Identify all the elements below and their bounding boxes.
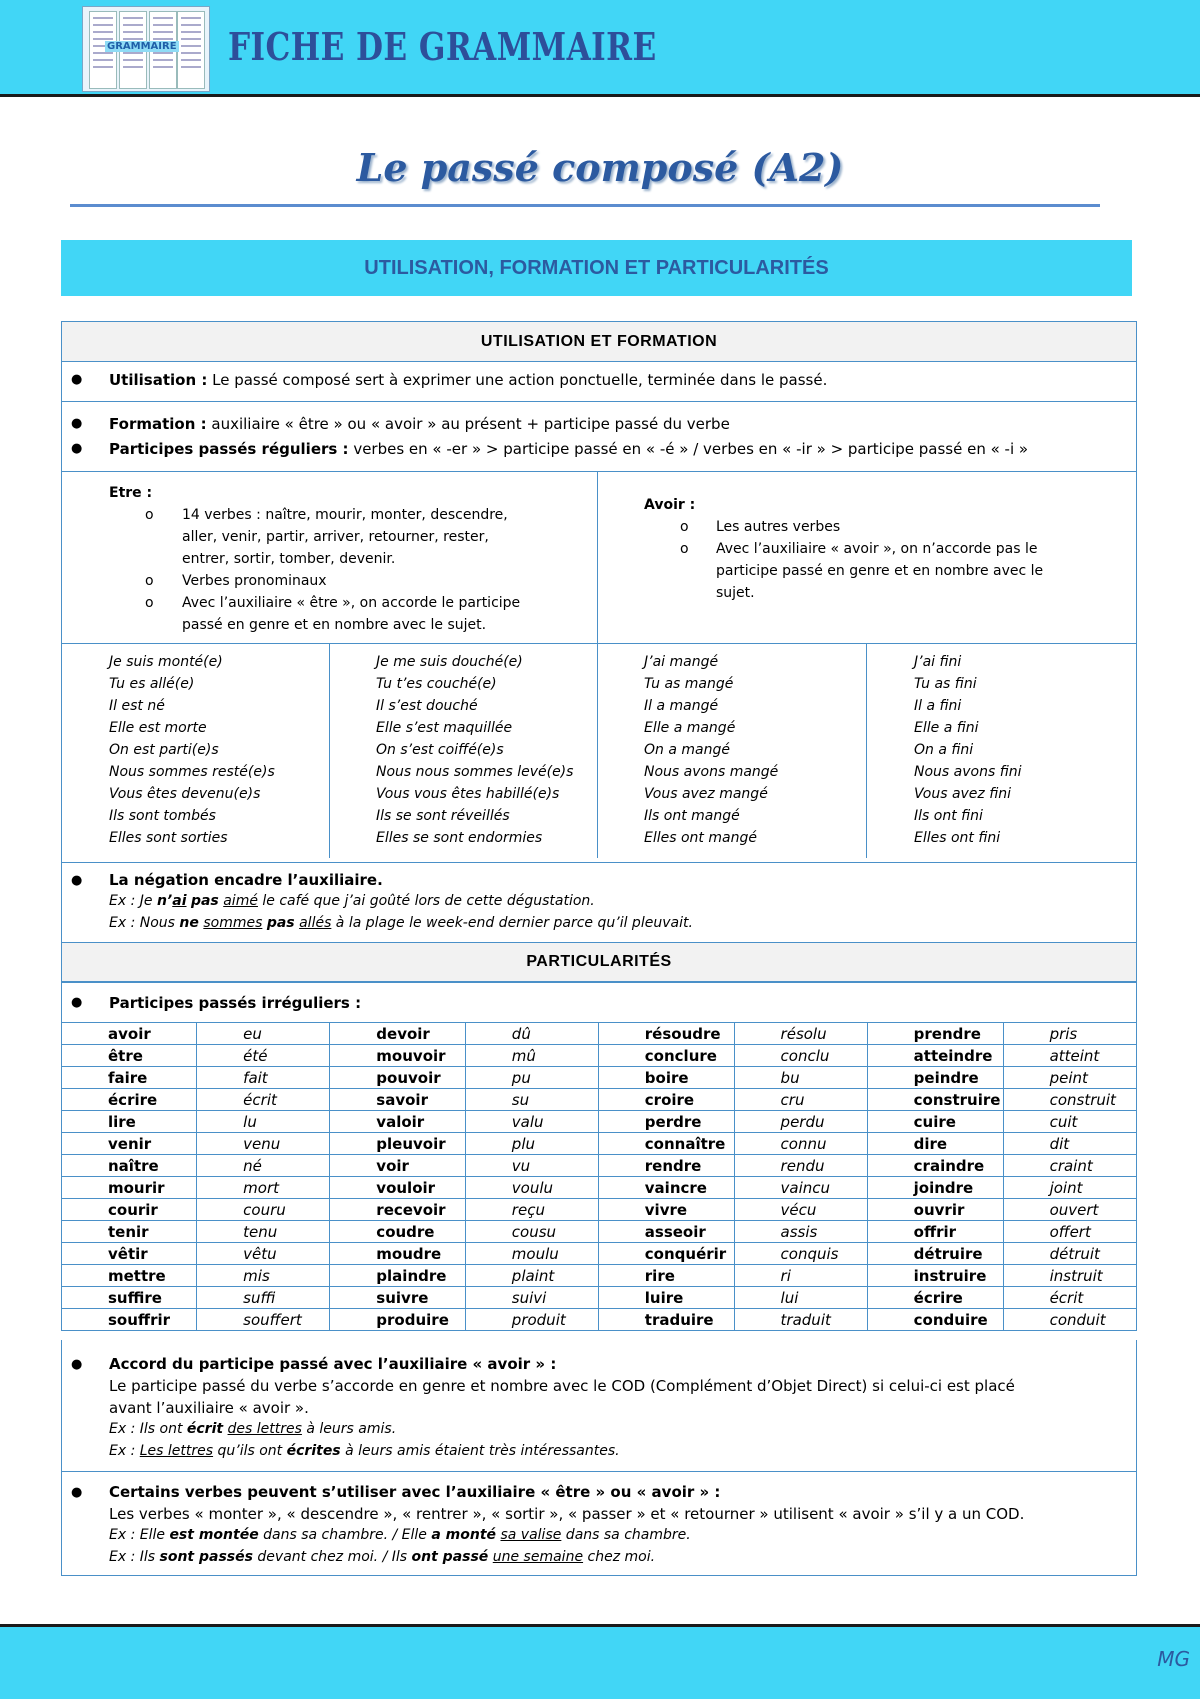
verb-cell: écrire [867, 1287, 1003, 1309]
participle-cell: bu [734, 1067, 867, 1089]
verb-cell: prendre [867, 1023, 1003, 1045]
participle-cell: conquis [734, 1243, 867, 1265]
participle-cell: fait [197, 1067, 330, 1089]
verb-cell: venir [62, 1133, 197, 1155]
verb-cell: produire [330, 1309, 466, 1331]
participle-cell: connu [734, 1133, 867, 1155]
verb-cell: rendre [598, 1155, 734, 1177]
irreguliers-label: Participes passés irréguliers : [109, 994, 362, 1012]
verb-cell: ouvrir [867, 1199, 1003, 1221]
accord-label: Accord du participe passé avec l’auxiliaire « avoir » : [109, 1355, 557, 1373]
table-row [62, 1111, 1137, 1133]
participle-cell: reçu [465, 1199, 598, 1221]
page-title: Le passé composé (A2) [356, 145, 844, 190]
table-row [62, 1221, 1137, 1243]
participle-cell: construit [1003, 1089, 1136, 1111]
conjugation-grid [62, 643, 1136, 858]
negation-box [61, 862, 1137, 982]
verb-cell: devoir [330, 1023, 466, 1045]
logo-label: GRAMMAIRE [107, 41, 177, 52]
verb-cell: cuire [867, 1111, 1003, 1133]
etre-ou-avoir-line-1: Les verbes « monter », « descendre », « rentrer », « sortir », « passer » et « retourner » utilisent « avoir » s’il y a un COD. [109, 1505, 1025, 1523]
participle-cell: offert [1003, 1221, 1136, 1243]
page-header [0, 0, 1200, 97]
table-row [62, 1309, 1137, 1331]
verb-cell: mourir [62, 1177, 197, 1199]
participle-cell: traduit [734, 1309, 867, 1331]
verb-cell: rire [598, 1265, 734, 1287]
verb-cell: savoir [330, 1089, 466, 1111]
bullet-icon: ● [71, 995, 83, 1010]
table-row [62, 1287, 1137, 1309]
participle-cell: plaint [465, 1265, 598, 1287]
participle-cell: instruit [1003, 1265, 1136, 1287]
participle-cell: détruit [1003, 1243, 1136, 1265]
verb-cell: connaître [598, 1133, 734, 1155]
verb-cell: atteindre [867, 1045, 1003, 1067]
negation-example-1: Ex : Je n’ai pas aimé le café que j’ai goûté lors de cette dégustation. [109, 893, 595, 909]
participle-cell: cru [734, 1089, 867, 1111]
participle-cell: produit [465, 1309, 598, 1331]
negation-example-2: Ex : Nous ne sommes pas allés à la plage le week-end dernier parce qu’il pleuvait. [109, 915, 693, 931]
verb-cell: tenir [62, 1221, 197, 1243]
circle-bullet-icon: o [145, 507, 154, 523]
irregular-participles-table [61, 1022, 1137, 1331]
participes-reguliers-text: Participes passés réguliers : verbes en « -er » > participe passé en « -é » / verbes en « -ir » > participe passé en « -i » [109, 440, 1029, 458]
accord-line-1: Le participe passé du verbe s’accorde en genre et nombre avec le COD (Complément d’Objet Direct) si celui-ci est placé [109, 1377, 1015, 1395]
verb-cell: recevoir [330, 1199, 466, 1221]
utilisation-text: Utilisation : Le passé composé sert à exprimer une action ponctuelle, terminée dans le passé. [109, 371, 828, 389]
verb-cell: moudre [330, 1243, 466, 1265]
bullet-icon: ● [71, 441, 83, 456]
conjugation-column-avoir-er: J’ai mangé Tu as mangé Il a mangé Elle a mangé On a mangé Nous avons mangé Vous avez mangé Ils ont mangé Elles ont mangé [644, 654, 779, 846]
conjugation-column-avoir-ir: J’ai fini Tu as fini Il a fini Elle a fini On a fini Nous avons fini Vous avez fini Ils ont fini Elles ont fini [914, 654, 1022, 846]
participle-cell: plu [465, 1133, 598, 1155]
participle-cell: couru [197, 1199, 330, 1221]
verb-cell: valoir [330, 1111, 466, 1133]
participle-cell: joint [1003, 1177, 1136, 1199]
participle-cell: assis [734, 1221, 867, 1243]
participle-cell: conduit [1003, 1309, 1136, 1331]
accord-example-1: Ex : Ils ont écrit des lettres à leurs amis. [109, 1421, 397, 1437]
participle-cell: suivi [465, 1287, 598, 1309]
participle-cell: cousu [465, 1221, 598, 1243]
verb-cell: mouvoir [330, 1045, 466, 1067]
verb-cell: perdre [598, 1111, 734, 1133]
participle-cell: vêtu [197, 1243, 330, 1265]
verb-cell: construire [867, 1089, 1003, 1111]
table-row [62, 1023, 1137, 1045]
verb-cell: instruire [867, 1265, 1003, 1287]
participle-cell: tenu [197, 1221, 330, 1243]
table-row [62, 1067, 1137, 1089]
bullet-icon: ● [71, 873, 83, 888]
verb-cell: dire [867, 1133, 1003, 1155]
table-row [62, 1133, 1137, 1155]
verb-cell: vêtir [62, 1243, 197, 1265]
participle-cell: mû [465, 1045, 598, 1067]
participle-cell: craint [1003, 1155, 1136, 1177]
participle-cell: lui [734, 1287, 867, 1309]
verb-cell: conquérir [598, 1243, 734, 1265]
verb-cell: peindre [867, 1067, 1003, 1089]
accord-box [61, 1340, 1137, 1576]
circle-bullet-icon: o [145, 595, 154, 611]
verb-cell: plaindre [330, 1265, 466, 1287]
participle-cell: ouvert [1003, 1199, 1136, 1221]
participle-cell: voulu [465, 1177, 598, 1199]
bullet-icon: ● [71, 1485, 83, 1500]
verb-cell: traduire [598, 1309, 734, 1331]
participle-cell: pu [465, 1067, 598, 1089]
conjugation-column-pronominal: Je me suis douché(e) Tu t’es couché(e) Il s’est douché Elle s’est maquillée On s’est coiffé(e)s Nous nous sommes levé(e)s Vous vous êtes habillé(e)s Ils se sont réveillés Elles se sont endormies [376, 654, 574, 846]
verb-cell: coudre [330, 1221, 466, 1243]
participle-cell: lu [197, 1111, 330, 1133]
participle-cell: atteint [1003, 1045, 1136, 1067]
etre-ou-avoir-label: Certains verbes peuvent s’utiliser avec l’auxiliaire « être » ou « avoir » : [109, 1483, 721, 1501]
verb-cell: faire [62, 1067, 197, 1089]
verb-cell: lire [62, 1111, 197, 1133]
participle-cell: résolu [734, 1023, 867, 1045]
participle-cell: ri [734, 1265, 867, 1287]
verb-cell: croire [598, 1089, 734, 1111]
verb-cell: pleuvoir [330, 1133, 466, 1155]
circle-bullet-icon: o [680, 519, 689, 535]
verb-cell: luire [598, 1287, 734, 1309]
verb-cell: suffire [62, 1287, 197, 1309]
verb-cell: vouloir [330, 1177, 466, 1199]
participle-cell: cuit [1003, 1111, 1136, 1133]
participle-cell: venu [197, 1133, 330, 1155]
table-row [62, 1243, 1137, 1265]
verb-cell: offrir [867, 1221, 1003, 1243]
etre-block: Etre : o 14 verbes : naître, mourir, monter, descendre, aller, venir, partir, arriver, retourner, rester, entrer, sortir, tomber, devenir. o Verbes pronominaux o Avec l’auxiliaire « être », on accorde le participe passé en genre et en nombre avec le sujet. [109, 485, 521, 633]
participle-cell: vu [465, 1155, 598, 1177]
participle-cell: suffi [197, 1287, 330, 1309]
participle-cell: pris [1003, 1023, 1136, 1045]
title-divider [70, 204, 1100, 207]
section-title-utilisation: UTILISATION ET FORMATION [62, 322, 1136, 361]
participle-cell: écrit [197, 1089, 330, 1111]
verb-cell: écrire [62, 1089, 197, 1111]
verb-cell: conduire [867, 1309, 1003, 1331]
utilisation-formation-box [61, 321, 1137, 863]
etre-ou-avoir-example-2: Ex : Ils sont passés devant chez moi. / Ils ont passé une semaine chez moi. [109, 1549, 656, 1565]
formation-text: Formation : auxiliaire « être » ou « avoir » au présent + participe passé du verbe [109, 415, 730, 433]
author-initials: MG [1157, 1647, 1190, 1671]
participle-cell: valu [465, 1111, 598, 1133]
verb-cell: pouvoir [330, 1067, 466, 1089]
negation-label: La négation encadre l’auxiliaire. [109, 871, 383, 889]
table-row [62, 1155, 1137, 1177]
verb-cell: souffrir [62, 1309, 197, 1331]
verb-cell: avoir [62, 1023, 197, 1045]
bullet-icon: ● [71, 372, 83, 387]
verb-cell: vaincre [598, 1177, 734, 1199]
verb-cell: détruire [867, 1243, 1003, 1265]
participle-cell: mort [197, 1177, 330, 1199]
verb-cell: courir [62, 1199, 197, 1221]
participle-cell: dû [465, 1023, 598, 1045]
conjugation-column-etre: Je suis monté(e) Tu es allé(e) Il est né Elle est morte On est parti(e)s Nous sommes resté(e)s Vous êtes devenu(e)s Ils sont tombés Elles sont sorties [109, 654, 275, 846]
section-banner: UTILISATION, FORMATION ET PARTICULARITÉS [61, 240, 1132, 296]
bullet-icon: ● [71, 1357, 83, 1372]
participle-cell: su [465, 1089, 598, 1111]
section-title-particularites: PARTICULARITÉS [62, 943, 1136, 981]
participle-cell: souffert [197, 1309, 330, 1331]
verb-cell: suivre [330, 1287, 466, 1309]
participle-cell: né [197, 1155, 330, 1177]
verb-cell: naître [62, 1155, 197, 1177]
participle-cell: été [197, 1045, 330, 1067]
verb-cell: être [62, 1045, 197, 1067]
avoir-block: Avoir : o Les autres verbes o Avec l’auxiliaire « avoir », on n’accorde pas le participe passé en genre et en nombre avec le sujet. [644, 497, 1044, 601]
participle-cell: perdu [734, 1111, 867, 1133]
table-row [62, 1089, 1137, 1111]
table-row [62, 1265, 1137, 1287]
brand-title: FICHE DE GRAMMAIRE [228, 24, 657, 69]
verb-cell: boire [598, 1067, 734, 1089]
accord-example-2: Ex : Les lettres qu’ils ont écrites à leurs amis étaient très intéressantes. [109, 1443, 620, 1459]
participle-cell: vaincu [734, 1177, 867, 1199]
grammar-logo [82, 6, 210, 92]
circle-bullet-icon: o [680, 541, 689, 557]
participle-cell: conclu [734, 1045, 867, 1067]
circle-bullet-icon: o [145, 573, 154, 589]
participle-cell: moulu [465, 1243, 598, 1265]
participle-cell: écrit [1003, 1287, 1136, 1309]
irreguliers-label-box [61, 981, 1137, 1023]
participle-cell: dit [1003, 1133, 1136, 1155]
verb-cell: craindre [867, 1155, 1003, 1177]
page-footer [0, 1624, 1200, 1699]
accord-line-2: avant l’auxiliaire « avoir ». [109, 1399, 309, 1417]
verb-cell: mettre [62, 1265, 197, 1287]
verb-cell: résoudre [598, 1023, 734, 1045]
participle-cell: vécu [734, 1199, 867, 1221]
participle-cell: peint [1003, 1067, 1136, 1089]
participle-cell: eu [197, 1023, 330, 1045]
bullet-icon: ● [71, 416, 83, 431]
table-row [62, 1045, 1137, 1067]
verb-cell: vivre [598, 1199, 734, 1221]
table-row [62, 1199, 1137, 1221]
table-row [62, 1177, 1137, 1199]
participle-cell: mis [197, 1265, 330, 1287]
verb-cell: conclure [598, 1045, 734, 1067]
etre-ou-avoir-example-1: Ex : Elle est montée dans sa chambre. / Elle a monté sa valise dans sa chambre. [109, 1527, 691, 1543]
verb-cell: voir [330, 1155, 466, 1177]
participle-cell: rendu [734, 1155, 867, 1177]
verb-cell: joindre [867, 1177, 1003, 1199]
verb-cell: asseoir [598, 1221, 734, 1243]
